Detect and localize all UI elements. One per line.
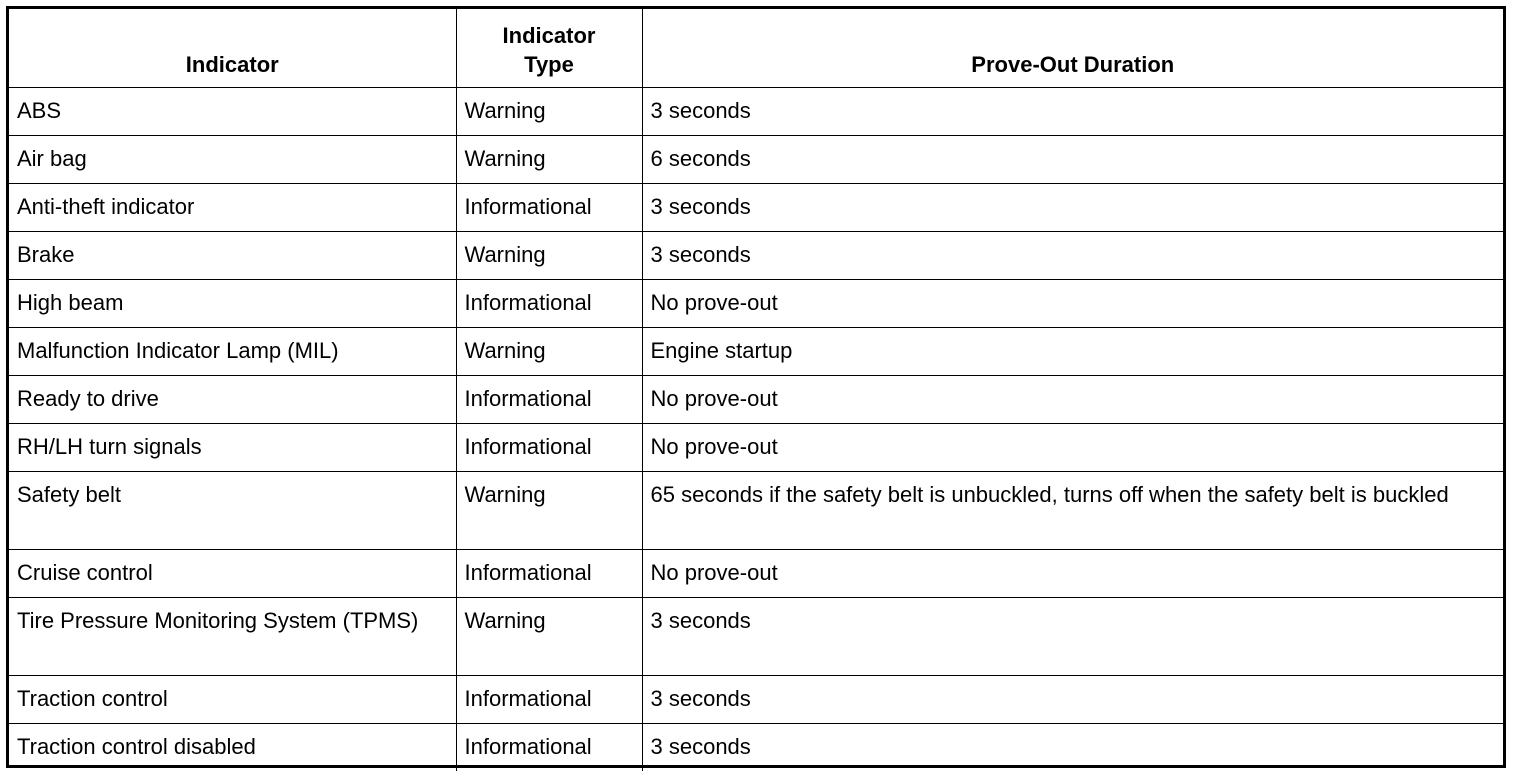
cell-indicator: Safety belt xyxy=(9,471,456,549)
cell-indicator: Brake xyxy=(9,231,456,279)
header-indicator: Indicator xyxy=(9,9,456,87)
cell-type: Informational xyxy=(456,279,642,327)
cell-type: Warning xyxy=(456,597,642,675)
cell-type: Informational xyxy=(456,675,642,723)
cell-indicator: Anti-theft indicator xyxy=(9,183,456,231)
cell-type: Informational xyxy=(456,375,642,423)
cell-type: Warning xyxy=(456,135,642,183)
indicator-table xyxy=(9,9,1503,771)
table-row xyxy=(9,231,1503,279)
table-row xyxy=(9,597,1503,675)
header-indicator-type xyxy=(456,9,642,87)
cell-duration: No prove-out xyxy=(642,549,1503,597)
cell-duration: No prove-out xyxy=(642,375,1503,423)
cell-indicator: High beam xyxy=(9,279,456,327)
cell-duration: No prove-out xyxy=(642,423,1503,471)
header-type-line1: Indicator xyxy=(502,22,596,48)
table-row xyxy=(9,87,1503,135)
cell-indicator: Traction control xyxy=(9,675,456,723)
cell-indicator: Malfunction Indicator Lamp (MIL) xyxy=(9,327,456,375)
cell-duration: No prove-out xyxy=(642,279,1503,327)
cell-type: Informational xyxy=(456,183,642,231)
table-row xyxy=(9,549,1503,597)
cell-duration: 3 seconds xyxy=(642,231,1503,279)
table-row xyxy=(9,471,1503,549)
cell-type: Warning xyxy=(456,87,642,135)
cell-type: Informational xyxy=(456,723,642,771)
header-prove-out-duration: Prove-Out Duration xyxy=(642,9,1503,87)
table-header-row xyxy=(9,9,1503,87)
cell-indicator: Tire Pressure Monitoring System (TPMS) xyxy=(9,597,456,675)
cell-type: Warning xyxy=(456,327,642,375)
cell-indicator: Cruise control xyxy=(9,549,456,597)
cell-duration: 3 seconds xyxy=(642,597,1503,675)
cell-duration: 3 seconds xyxy=(642,87,1503,135)
table-row xyxy=(9,375,1503,423)
header-type-line2: Type xyxy=(524,51,574,77)
table-row xyxy=(9,675,1503,723)
table-row xyxy=(9,279,1503,327)
cell-duration: 65 seconds if the safety belt is unbuckled, turns off when the safety belt is buckled xyxy=(642,471,1503,549)
cell-indicator: Ready to drive xyxy=(9,375,456,423)
indicator-table-container xyxy=(6,6,1506,768)
cell-type: Informational xyxy=(456,423,642,471)
table-row xyxy=(9,135,1503,183)
cell-indicator: RH/LH turn signals xyxy=(9,423,456,471)
cell-duration: Engine startup xyxy=(642,327,1503,375)
cell-indicator: Traction control disabled xyxy=(9,723,456,771)
cell-duration: 3 seconds xyxy=(642,675,1503,723)
cell-type: Warning xyxy=(456,231,642,279)
cell-duration: 3 seconds xyxy=(642,723,1503,771)
cell-duration: 3 seconds xyxy=(642,183,1503,231)
cell-indicator: ABS xyxy=(9,87,456,135)
cell-type: Informational xyxy=(456,549,642,597)
table-row xyxy=(9,183,1503,231)
table-row xyxy=(9,423,1503,471)
cell-duration: 6 seconds xyxy=(642,135,1503,183)
cell-indicator: Air bag xyxy=(9,135,456,183)
table-row xyxy=(9,327,1503,375)
cell-type: Warning xyxy=(456,471,642,549)
table-row xyxy=(9,723,1503,771)
